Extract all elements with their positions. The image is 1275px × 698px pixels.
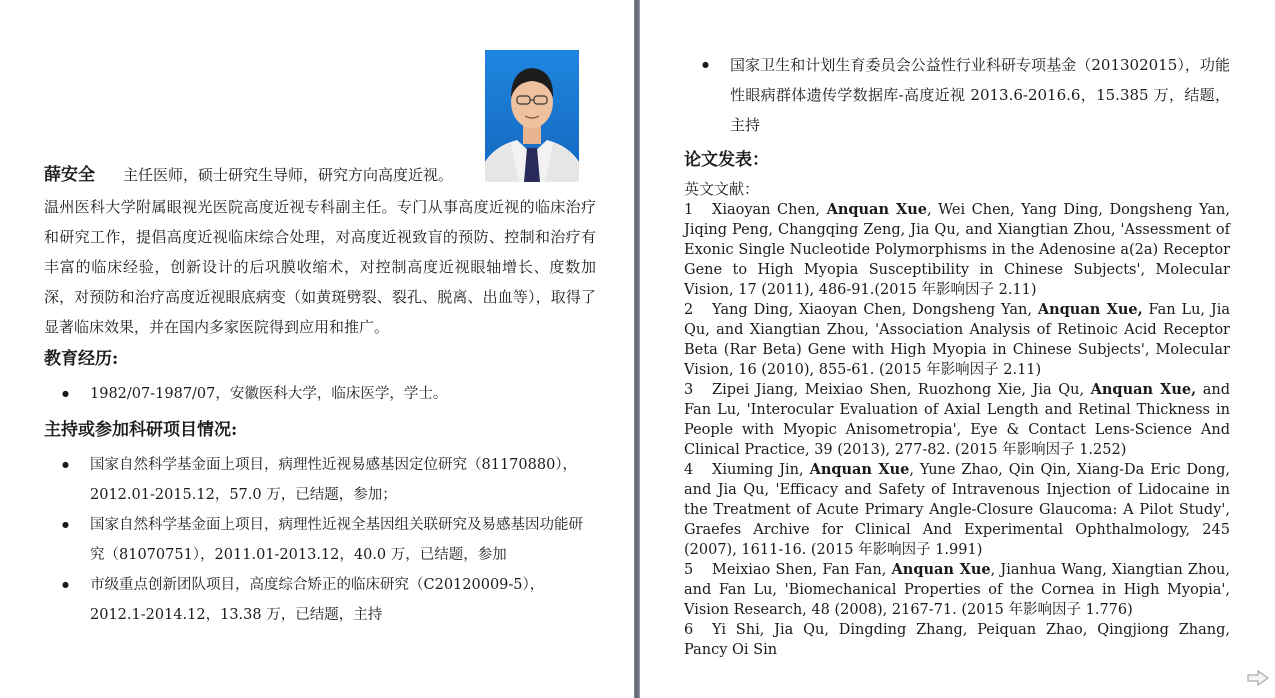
list-item: ● 1982/07-1987/07，安徽医科大学，临床医学，学士。: [62, 379, 592, 409]
education-heading: 教育经历:: [44, 349, 119, 369]
paper-authors: Zipei Jiang, Meixiao Shen, Ruozhong Xie, Jia Qu,: [712, 382, 1091, 398]
paper-number: 4: [684, 462, 694, 478]
paper-citation: and Fan Lu, 'Interocular Evaluation of Axial Length and Retinal Thickness in People with Myopic Anisometropia', Eye & Contact Lens-Science And Clinical Practice, 39 (2013), 277-82. (2015 年影响因子 1.252): [684, 382, 1230, 458]
education-list: [62, 379, 592, 409]
paper-citation: , Yune Zhao, Qin Qin, Xiang-Da Eric Dong, and Jia Qu, 'Efficacy and Safety of Intravenous Injection of Lidocaine in the Treatment of Acute Primary Angle-Closure Glaucoma: A Pilot Study', Graefes Archive for Clinical And Experimental Ophthalmology, 245 (2007), 1611-16. (2015 年影响因子 1.991): [684, 462, 1230, 558]
paper-citation: Fan Lu, Jia Qu, and Xiangtian Zhou, 'Association Analysis of Retinoic Acid Receptor Beta (Rar Beta) Gene with High Myopia in Chinese Subjects', Molecular Vision, 16 (2010), 855-61. (2015 年影响因子 2.11): [684, 302, 1231, 378]
paper-citation: , Jianhua Wang, Xiangtian Zhou, and Fan Lu, 'Biomechanical Properties of the Cornea in High Myopia', Vision Research, 48 (2008), 2167-71. (2015 年影响因子 1.776): [684, 562, 1230, 618]
paper-number: 2: [684, 302, 694, 318]
list-item: ● 市级重点创新团队项目，高度综合矫正的临床研究（C20120009-5），2012.1-2014.12，13.38 万，已结题，主持: [62, 570, 592, 630]
highlighted-author: Anquan Xue,: [1037, 301, 1143, 318]
right-page: [640, 0, 1275, 698]
papers-heading: 论文发表：: [684, 150, 769, 170]
paper-entry: [684, 300, 1230, 380]
list-item: ● 国家卫生和计划生育委员会公益性行业科研专项基金（201302015），功能性眼病群体遗传学数据库-高度近视 2013.6-2016.6，15.385 万，结题，主持: [702, 50, 1230, 140]
list-item: ● 国家自然科学基金面上项目，病理性近视全基因组关联研究及易感基因功能研究（81070751），2011.01-2013.12，40.0 万，已结题，参加: [62, 510, 592, 570]
paper-authors: Xiaoyan Chen,: [712, 202, 827, 218]
list-item: ● 国家自然科学基金面上项目，病理性近视易感基因定位研究（81170880），2012.01-2015.12，57.0 万，已结题，参加；: [62, 450, 592, 510]
projects-heading: 主持或参加科研项目情况:: [44, 420, 238, 440]
projects-continued-list: [702, 50, 1230, 140]
paper-authors: Xiuming Jin,: [712, 462, 810, 478]
highlighted-author: Anquan Xue: [891, 561, 991, 578]
paper-citation: , Wei Chen, Yang Ding, Dongsheng Yan, Jiqing Peng, Changqing Zeng, Jia Qu, and Xiangtian Zhou, 'Assessment of Exonic Single Nucleotide Polymorphisms in the Adenosine a(2a) Receptor Gene to High Myopia Susceptibility in Chinese Subjects', Molecular Vision, 17 (2011), 486-91.(2015 年影响因子 2.11): [684, 202, 1230, 298]
next-page-arrow-icon[interactable]: [1247, 670, 1269, 686]
paper-number: 6: [684, 622, 694, 638]
name-line: [44, 163, 604, 187]
paper-entry: [684, 380, 1230, 460]
english-papers-label: 英文文献：: [684, 180, 760, 198]
projects-list: [62, 450, 592, 630]
paper-authors: Yang Ding, Xiaoyan Chen, Dongsheng Yan,: [712, 302, 1038, 318]
highlighted-author: Anquan Xue: [809, 461, 910, 478]
bio-paragraph: 温州医科大学附属眼视光医院高度近视专科副主任。专门从事高度近视的临床治疗和研究工作，提倡高度近视临床综合处理，对高度近视致盲的预防、控制和治疗有丰富的临床经验，创新设计的后巩膜收缩术，对控制高度近视眼轴增长、度数加深，对预防和治疗高度近视眼底病变（如黄斑劈裂、裂孔、脱离、出血等），取得了显著临床效果，并在国内多家医院得到应用和推广。: [44, 198, 596, 336]
paper-number: 5: [684, 562, 694, 578]
paper-entry: [684, 460, 1230, 560]
highlighted-author: Anquan Xue: [826, 201, 927, 218]
paper-authors: Meixiao Shen, Fan Fan,: [712, 562, 892, 578]
paper-number: 3: [684, 382, 694, 398]
paper-number: 1: [684, 202, 694, 218]
left-page: [0, 0, 634, 698]
doctor-title: 主任医师，硕士研究生导师，研究方向高度近视。: [123, 166, 454, 184]
highlighted-author: Anquan Xue,: [1090, 381, 1197, 398]
paper-entry: [684, 560, 1230, 620]
doctor-name: 薛安全: [44, 165, 95, 185]
paper-list: [684, 200, 1230, 660]
paper-entry: [684, 200, 1230, 300]
paper-entry: [684, 620, 1230, 660]
paper-authors: Yi Shi, Jia Qu, Dingding Zhang, Peiquan Zhao, Qingjiong Zhang, Pancy Oi Sin: [684, 622, 1230, 658]
